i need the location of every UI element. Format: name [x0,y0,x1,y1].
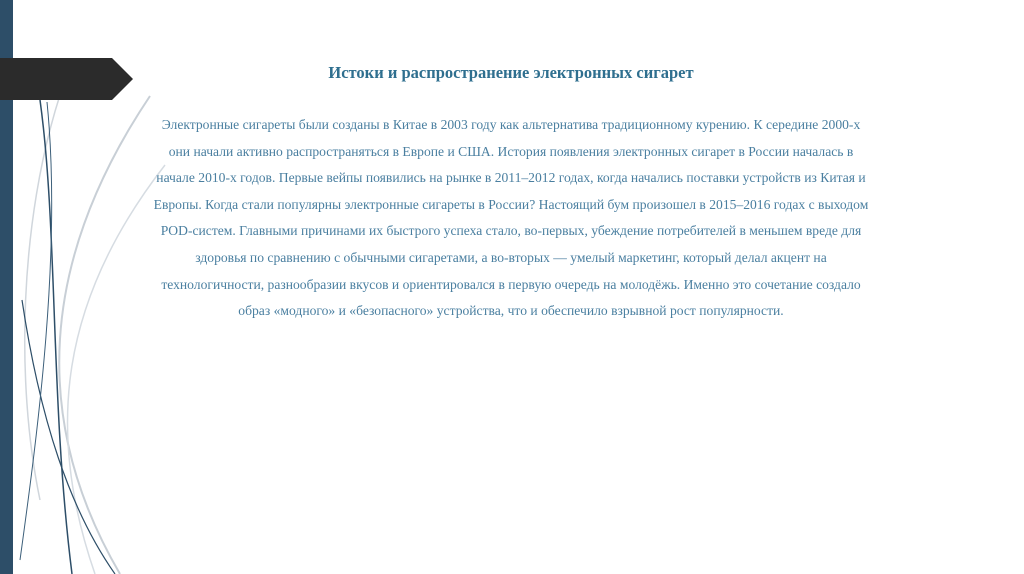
curve-dark-1 [40,100,72,574]
curve-light-3 [25,95,60,500]
curve-light-1 [59,96,150,574]
slide-body-text: Электронные сигареты были созданы в Китае в 2003 году как альтернатива традиционному курению. К середине 2000-х они начали активно распространяться в Европе и США. История появления электронных сигарет в России началась в начале 2010-х годов. Первые вейпы появились на рынке в 2011–2012 годах, когда начались поставки устройств из Китая и Европы. Когда стали популярны электронные сигареты в России? Настоящий бум произошел в 2015–2016 годах с выходом POD-систем. Главными причинами их быстрого успеха стало, во-первых, убеждение потребителей в меньшем вреде для здоровья по сравнению с обычными сигаретами, а во-вторых — умелый маркетинг, который делал акцент на технологичности, разнообразии вкусов и ориентировался в первую очередь на молодёжь. Именно это сочетание создало образ «модного» и «безопасного» устройства, что и обеспечило взрывной рост популярности. [153,117,869,319]
slide-title: Истоки и распространение электронных сигарет [328,63,694,82]
arrow-tab-shape [0,58,133,100]
